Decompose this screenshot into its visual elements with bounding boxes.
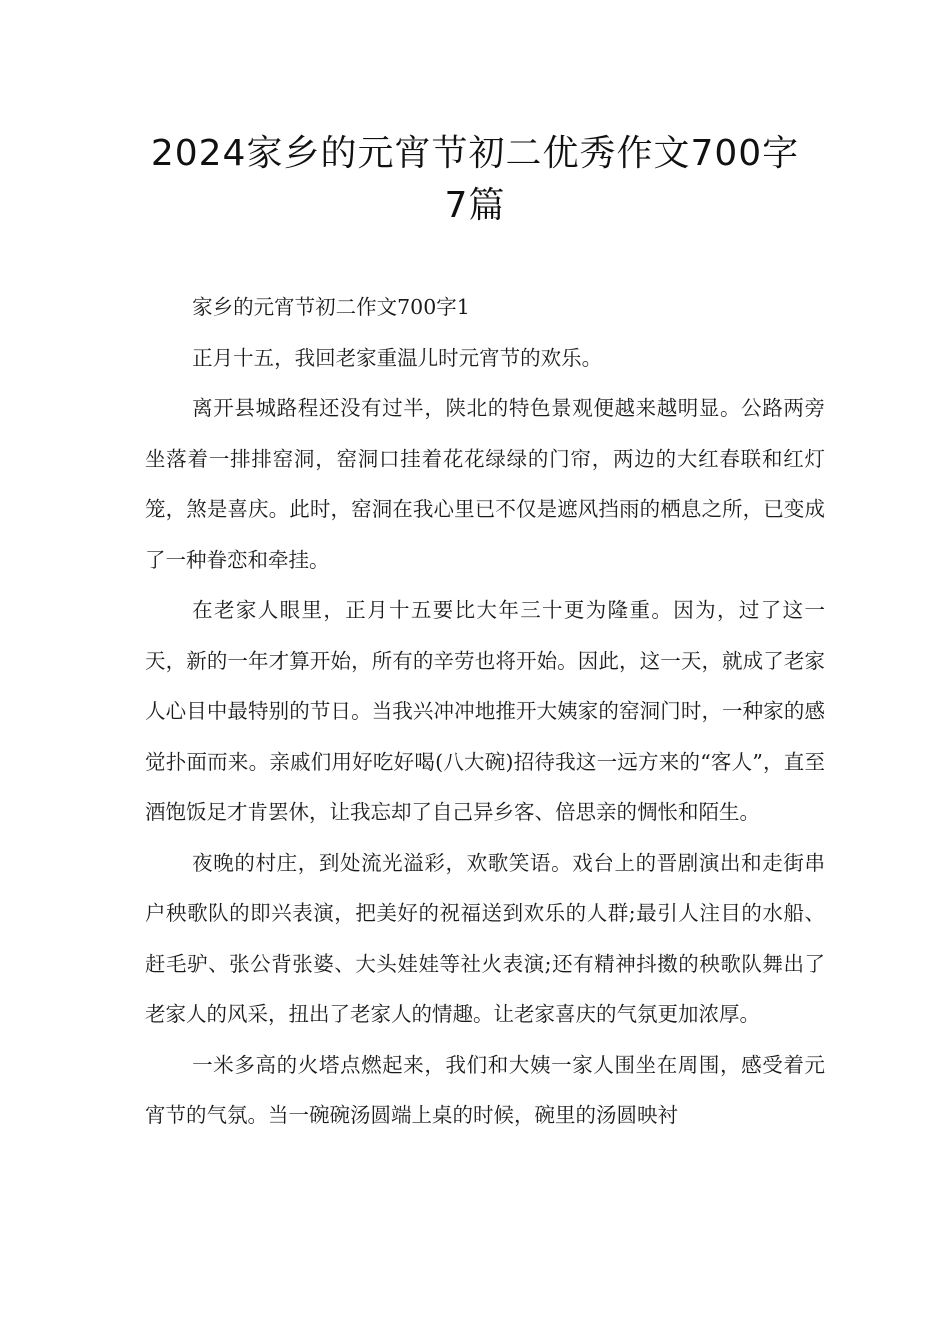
document-body [145, 282, 825, 1141]
paragraph: 一米多高的火塔点燃起来，我们和大姨一家人围坐在周围，感受着元宵节的气氛。当一碗碗汤圆端上桌的时候，碗里的汤圆映衬 [145, 1052, 825, 1127]
title-line-2: 7篇 [444, 185, 506, 226]
title-line-1: 2024家乡的元宵节初二优秀作文700字 [150, 133, 800, 174]
essay-subheading: 家乡的元宵节初二作文700字1 [192, 295, 470, 319]
paragraph: 离开县城路程还没有过半，陕北的特色景观便越来越明显。公路两旁坐落着一排排窑洞，窑洞口挂着花花绿绿的门帘，两边的大红春联和红灯笼，煞是喜庆。此时，窑洞在我心里已不仅是遮风挡雨的栖息之所，已变成了一种眷恋和牵挂。 [145, 396, 825, 572]
document-title [130, 128, 820, 232]
paragraph: 夜晚的村庄，到处流光溢彩，欢歌笑语。戏台上的晋剧演出和走街串户秧歌队的即兴表演，把美好的祝福送到欢乐的人群;最引人注目的水船、赶毛驴、张公背张婆、大头娃娃等社火表演;还有精神抖擞的秧歌队舞出了老家人的风采，扭出了老家人的情趣。让老家喜庆的气氛更加浓厚。 [145, 850, 825, 1026]
paragraph: 在老家人眼里，正月十五要比大年三十更为隆重。因为，过了这一天，新的一年才算开始，所有的辛劳也将开始。因此，这一天，就成了老家人心目中最特别的节日。当我兴冲冲地推开大姨家的窑洞门时，一种家的感觉扑面而来。亲戚们用好吃好喝(八大碗)招待我这一远方来的“客人”，直至酒饱饭足才肯罢休，让我忘却了自己异乡客、倍思亲的惆怅和陌生。 [145, 598, 825, 824]
paragraph: 正月十五，我回老家重温儿时元宵节的欢乐。 [192, 345, 603, 370]
